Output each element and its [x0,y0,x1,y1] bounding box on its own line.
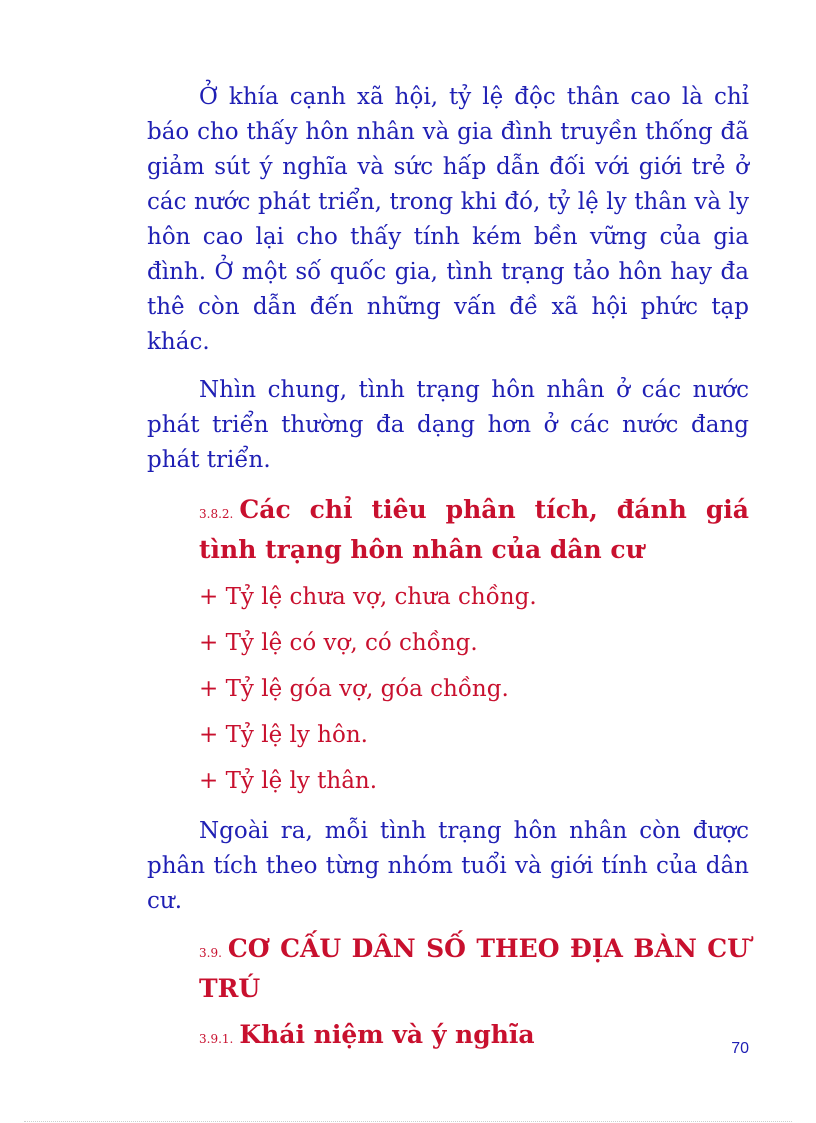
section-title: Các chỉ tiêu phân tích, đánh giá tình trạng hôn nhân của dân cư [199,495,749,564]
section-number: 3.9. [199,946,222,960]
paragraph-overall: Nhìn chung, tình trạng hôn nhân ở các nước phát triển thường đa dạng hơn ở các nước đang phát triển. [147,377,749,473]
bottom-divider [24,1121,792,1122]
section-title: CƠ CẤU DÂN SỐ THEO ĐỊA BÀN CƯ TRÚ [199,934,749,1003]
section-heading-3-8-2 [147,492,749,568]
page-content [147,80,749,1057]
list-item: + Tỷ lệ ly hôn. [199,722,368,748]
section-number: 3.9.1. [199,1032,234,1046]
list-item: + Tỷ lệ ly thân. [199,768,378,794]
indicator-list [147,574,749,804]
paragraph-social-aspect: Ở khía cạnh xã hội, tỷ lệ độc thân cao là chỉ báo cho thấy hôn nhân và gia đình truyền thống đã giảm sút ý nghĩa và sức hấp dẫn đối với giới trẻ ở các nước phát triển, trong khi đó, tỷ lệ ly thân và ly hôn cao lại cho thấy tính kém bền vững của gia đình. Ở một số quốc gia, tình trạng tảo hôn hay đa thê còn dẫn đến những vấn đề xã hội phức tạp khác. [147,84,749,355]
section-heading-3-9 [147,931,749,1007]
list-item: + Tỷ lệ chưa vợ, chưa chồng. [199,584,537,610]
paragraph-additional: Ngoài ra, mỗi tình trạng hôn nhân còn được phân tích theo từng nhóm tuổi và giới tính của dân cư. [147,818,749,914]
section-title: Khái niệm và ý nghĩa [239,1020,535,1049]
page-number: 70 [731,1040,749,1057]
list-item: + Tỷ lệ có vợ, có chồng. [199,630,478,656]
list-item: + Tỷ lệ góa vợ, góa chồng. [199,676,509,702]
section-heading-3-9-1 [147,1017,749,1057]
section-number: 3.8.2. [199,507,234,521]
